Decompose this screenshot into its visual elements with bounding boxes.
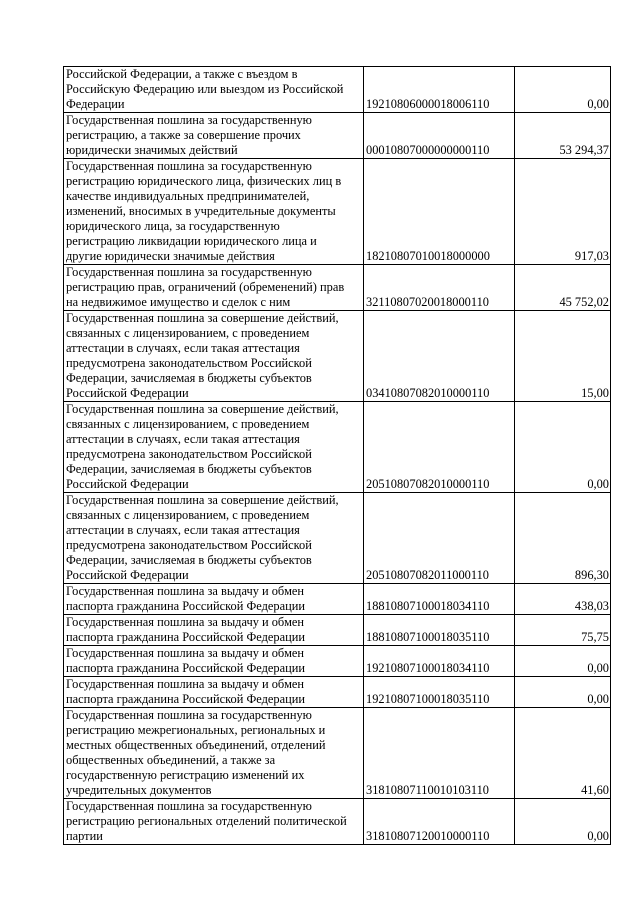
amount-value: 75,75 xyxy=(515,615,611,646)
description-line: паспорта гражданина Российской Федерации xyxy=(66,599,305,613)
row-description xyxy=(64,402,364,493)
description-line: аттестации в случаях, если такая аттестация xyxy=(66,341,300,355)
description-line: Государственная пошлина за государственную xyxy=(66,113,312,127)
description-line: аттестации в случаях, если такая аттестация xyxy=(66,432,300,446)
row-description xyxy=(64,615,364,646)
budget-document-page xyxy=(63,66,610,845)
description-line: другие юридически значимые действия xyxy=(66,249,275,263)
budget-classification-code: 03410807082010000110 xyxy=(364,311,515,402)
description-line: Государственная пошлина за государственную xyxy=(66,159,312,173)
amount-value: 41,60 xyxy=(515,708,611,799)
row-description xyxy=(64,311,364,402)
table-row xyxy=(64,646,611,677)
description-line: предусмотрена законодательством Российской xyxy=(66,356,312,370)
row-description xyxy=(64,265,364,311)
description-line: Государственная пошлина за совершение действий, xyxy=(66,402,339,416)
row-description xyxy=(64,159,364,265)
description-line: Государственная пошлина за государственную xyxy=(66,708,312,722)
row-description xyxy=(64,677,364,708)
budget-classification-code: 31810807110010103110 xyxy=(364,708,515,799)
table-row xyxy=(64,311,611,402)
description-line: Федерации, зачисляемая в бюджеты субъектов xyxy=(66,553,312,567)
budget-classification-code: 18810807100018034110 xyxy=(364,584,515,615)
description-line: Государственная пошлина за выдачу и обмен xyxy=(66,646,305,660)
table-row xyxy=(64,708,611,799)
description-line: местных общественных объединений, отделений xyxy=(66,738,326,752)
description-line: Российской Федерации xyxy=(66,386,189,400)
description-line: учредительных документов xyxy=(66,783,212,797)
description-line: Государственная пошлина за выдачу и обмен xyxy=(66,584,305,598)
description-line: юридического лица, за государственную xyxy=(66,219,280,233)
amount-value: 15,00 xyxy=(515,311,611,402)
amount-value: 0,00 xyxy=(515,677,611,708)
budget-classification-code: 19210806000018006110 xyxy=(364,67,515,113)
description-line: регистрацию юридического лица, физических лиц в xyxy=(66,174,342,188)
table-row xyxy=(64,677,611,708)
row-description xyxy=(64,67,364,113)
table-row xyxy=(64,265,611,311)
budget-classification-code: 31810807120010000110 xyxy=(364,799,515,845)
row-description xyxy=(64,113,364,159)
description-line: Государственная пошлина за выдачу и обмен xyxy=(66,677,305,691)
table-row xyxy=(64,113,611,159)
table-row xyxy=(64,67,611,113)
description-line: аттестации в случаях, если такая аттестация xyxy=(66,523,300,537)
amount-value: 896,30 xyxy=(515,493,611,584)
description-line: связанных с лицензированием, с проведением xyxy=(66,417,310,431)
amount-value: 0,00 xyxy=(515,799,611,845)
budget-classification-code: 18810807100018035110 xyxy=(364,615,515,646)
table-row xyxy=(64,493,611,584)
row-description xyxy=(64,799,364,845)
description-line: Российской Федерации, а также с въездом в xyxy=(66,67,298,81)
description-line: связанных с лицензированием, с проведением xyxy=(66,508,310,522)
budget-classification-code: 32110807020018000110 xyxy=(364,265,515,311)
amount-value: 53 294,37 xyxy=(515,113,611,159)
description-line: партии xyxy=(66,829,103,843)
table-row xyxy=(64,402,611,493)
amount-value: 438,03 xyxy=(515,584,611,615)
description-line: юридически значимых действий xyxy=(66,143,238,157)
table-row xyxy=(64,615,611,646)
budget-classification-code: 20510807082011000110 xyxy=(364,493,515,584)
budget-classification-code: 00010807000000000110 xyxy=(364,113,515,159)
description-line: изменений, вносимых в учредительные документы xyxy=(66,204,336,218)
description-line: регистрацию региональных отделений политической xyxy=(66,814,347,828)
budget-classification-code: 20510807082010000110 xyxy=(364,402,515,493)
description-line: Государственная пошлина за государственную xyxy=(66,799,312,813)
description-line: государственную регистрацию изменений их xyxy=(66,768,305,782)
description-line: регистрацию межрегиональных, региональных и xyxy=(66,723,326,737)
description-line: регистрацию ликвидации юридического лица и xyxy=(66,234,317,248)
description-line: Федерации, зачисляемая в бюджеты субъектов xyxy=(66,462,312,476)
row-description xyxy=(64,493,364,584)
description-line: паспорта гражданина Российской Федерации xyxy=(66,692,305,706)
description-line: Государственная пошлина за выдачу и обмен xyxy=(66,615,305,629)
description-line: Российской Федерации xyxy=(66,477,189,491)
description-line: Федерации, зачисляемая в бюджеты субъектов xyxy=(66,371,312,385)
description-line: Государственная пошлина за государственную xyxy=(66,265,312,279)
row-description xyxy=(64,646,364,677)
description-line: Российскую Федерацию или выездом из Российской xyxy=(66,82,344,96)
budget-classification-code: 19210807100018034110 xyxy=(364,646,515,677)
description-line: регистрацию прав, ограничений (обременений) прав xyxy=(66,280,345,294)
table-row xyxy=(64,159,611,265)
row-description xyxy=(64,584,364,615)
row-description xyxy=(64,708,364,799)
amount-value: 917,03 xyxy=(515,159,611,265)
description-line: связанных с лицензированием, с проведением xyxy=(66,326,310,340)
amount-value: 45 752,02 xyxy=(515,265,611,311)
description-line: Государственная пошлина за совершение действий, xyxy=(66,311,339,325)
description-line: регистрацию, а также за совершение прочих xyxy=(66,128,301,142)
description-line: Российской Федерации xyxy=(66,568,189,582)
description-line: паспорта гражданина Российской Федерации xyxy=(66,661,305,675)
revenue-table xyxy=(63,66,611,845)
table-row xyxy=(64,799,611,845)
description-line: предусмотрена законодательством Российской xyxy=(66,538,312,552)
budget-classification-code: 19210807100018035110 xyxy=(364,677,515,708)
description-line: Государственная пошлина за совершение действий, xyxy=(66,493,339,507)
description-line: на недвижимое имущество и сделок с ним xyxy=(66,295,291,309)
table-row xyxy=(64,584,611,615)
revenue-table-body xyxy=(64,67,611,845)
description-line: качестве индивидуальных предпринимателей, xyxy=(66,189,310,203)
description-line: Федерации xyxy=(66,97,125,111)
budget-classification-code: 18210807010018000000 xyxy=(364,159,515,265)
description-line: общественных объединений, а также за xyxy=(66,753,276,767)
amount-value: 0,00 xyxy=(515,67,611,113)
description-line: паспорта гражданина Российской Федерации xyxy=(66,630,305,644)
amount-value: 0,00 xyxy=(515,646,611,677)
description-line: предусмотрена законодательством Российской xyxy=(66,447,312,461)
amount-value: 0,00 xyxy=(515,402,611,493)
